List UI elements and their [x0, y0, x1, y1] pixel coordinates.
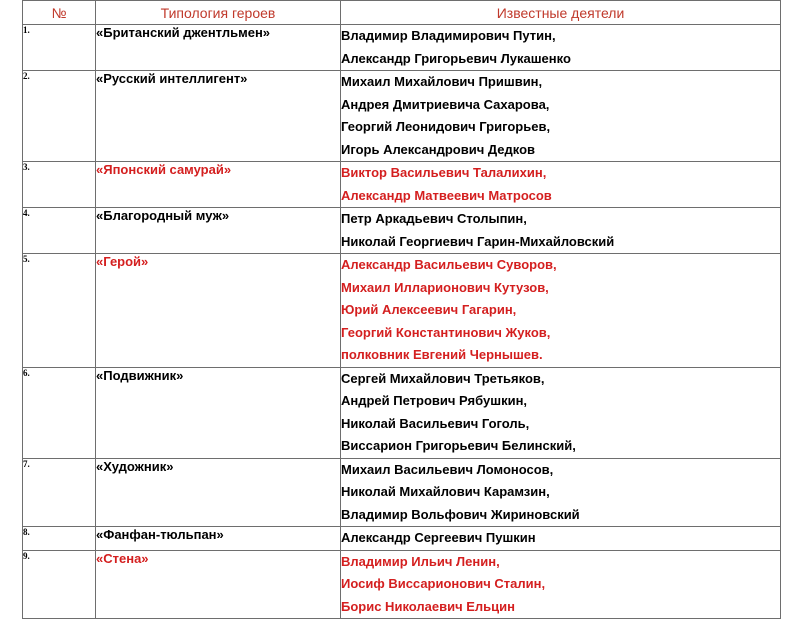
person-name: Андрей Петрович Рябушкин,	[341, 393, 528, 408]
person-name: Петр Аркадьевич Столыпин,	[341, 211, 527, 226]
header-row	[23, 1, 781, 25]
row-number: 6.	[23, 367, 96, 458]
row-number: 5.	[23, 254, 96, 368]
person-name: Александр Васильевич Суворов,	[341, 257, 557, 272]
person-name: Александр Матвеевич Матросов	[341, 187, 552, 203]
table-row	[23, 254, 781, 368]
person-name: Николай Георгиевич Гарин-Михайловский	[341, 233, 615, 249]
table-row	[23, 527, 781, 551]
person-name: полковник Евгений Чернышев.	[341, 347, 543, 362]
person-name: Михаил Илларионович Кутузов,	[341, 279, 549, 295]
heroes-table	[22, 0, 781, 619]
person-name: Георгий Константинович Жуков,	[341, 324, 551, 340]
hero-type: «Стена»	[96, 550, 341, 619]
person-name: Николай Михайлович Карамзин,	[341, 484, 550, 499]
famous-people	[341, 162, 781, 208]
famous-people	[341, 550, 781, 619]
header-type: Типология героев	[96, 1, 341, 25]
table-row	[23, 25, 781, 71]
person-name: Владимир Ильич Ленин,	[341, 553, 500, 569]
row-number: 8.	[23, 527, 96, 551]
person-name: Георгий Леонидович Григорьев,	[341, 119, 551, 134]
row-number: 4.	[23, 208, 96, 254]
person-name: Николай Васильевич Гоголь,	[341, 415, 530, 431]
person-name: Владимир Владимирович Путин,	[341, 28, 556, 43]
person-name: Виктор Васильевич Талалихин,	[341, 165, 547, 180]
famous-people	[341, 254, 781, 368]
hero-type: «Благородный муж»	[96, 208, 341, 254]
header-people: Известные деятели	[341, 1, 781, 25]
person-name: Михаил Васильевич Ломоносов,	[341, 461, 554, 477]
hero-type: «Фанфан-тюльпан»	[96, 527, 341, 551]
hero-type: «Русский интеллигент»	[96, 71, 341, 162]
hero-type: «Художник»	[96, 458, 341, 527]
person-name: Игорь Александрович Дедков	[341, 141, 536, 157]
row-number: 3.	[23, 162, 96, 208]
hero-type: «Герой»	[96, 254, 341, 368]
person-name: Юрий Алексеевич Гагарин,	[341, 302, 517, 317]
person-name: Андрея Дмитриевича Сахарова,	[341, 96, 550, 112]
famous-people	[341, 71, 781, 162]
row-number: 9.	[23, 550, 96, 619]
person-name: Виссарион Григорьевич Белинский,	[341, 438, 576, 453]
famous-people	[341, 527, 781, 551]
person-name: Александр Григорьевич Лукашенко	[341, 50, 571, 66]
row-number: 7.	[23, 458, 96, 527]
hero-type: «Японский самурай»	[96, 162, 341, 208]
table-row	[23, 208, 781, 254]
person-name: Владимир Вольфович Жириновский	[341, 506, 580, 522]
table-row	[23, 458, 781, 527]
famous-people	[341, 208, 781, 254]
famous-people	[341, 25, 781, 71]
table-row	[23, 71, 781, 162]
hero-type: «Подвижник»	[96, 367, 341, 458]
famous-people	[341, 367, 781, 458]
row-number: 2.	[23, 71, 96, 162]
person-name: Михаил Михайлович Пришвин,	[341, 74, 543, 89]
header-num: №	[23, 1, 96, 25]
famous-people	[341, 458, 781, 527]
hero-type: «Британский джентльмен»	[96, 25, 341, 71]
table-row	[23, 550, 781, 619]
person-name: Александр Сергеевич Пушкин	[341, 530, 536, 545]
table-row	[23, 162, 781, 208]
row-number: 1.	[23, 25, 96, 71]
person-name: Иосиф Виссарионович Сталин,	[341, 576, 546, 591]
person-name: Борис Николаевич Ельцин	[341, 598, 516, 614]
person-name: Сергей Михайлович Третьяков,	[341, 370, 545, 386]
table-row	[23, 367, 781, 458]
